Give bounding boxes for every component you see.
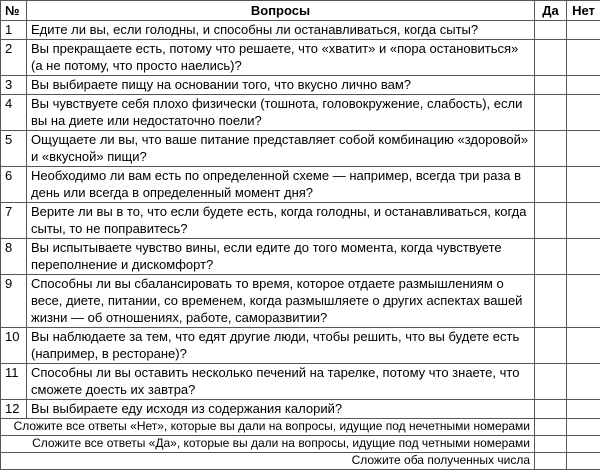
question-text: Вы прекращаете есть, потому что решаете, что «хватит» и «пора остановиться» (а не потому, что просто наелись)? bbox=[27, 40, 535, 76]
question-row bbox=[1, 167, 600, 203]
no-answer-cell[interactable] bbox=[567, 131, 600, 167]
question-row bbox=[1, 76, 600, 95]
summary-row bbox=[1, 436, 600, 453]
no-answer-cell[interactable] bbox=[567, 95, 600, 131]
summary-yes-cell[interactable] bbox=[535, 436, 567, 453]
question-number: 6 bbox=[1, 167, 27, 203]
question-text: Вы испытываете чувство вины, если едите до того момента, когда чувствуете переполнение и дискомфорт? bbox=[27, 239, 535, 275]
yes-answer-cell[interactable] bbox=[535, 131, 567, 167]
summary-no-cell[interactable] bbox=[567, 436, 600, 453]
question-number: 11 bbox=[1, 364, 27, 400]
summary-text: Сложите все ответы «Да», которые вы дали на вопросы, идущие под четными номерами bbox=[1, 436, 535, 453]
yes-answer-cell[interactable] bbox=[535, 364, 567, 400]
question-number: 8 bbox=[1, 239, 27, 275]
yes-answer-cell[interactable] bbox=[535, 275, 567, 328]
header-row bbox=[1, 1, 600, 21]
summary-text: Сложите все ответы «Нет», которые вы дали на вопросы, идущие под нечетными номерами bbox=[1, 419, 535, 436]
yes-answer-cell[interactable] bbox=[535, 21, 567, 40]
question-row bbox=[1, 364, 600, 400]
question-text: Вы выбираете пищу на основании того, что вкусно лично вам? bbox=[27, 76, 535, 95]
yes-answer-cell[interactable] bbox=[535, 95, 567, 131]
question-number: 7 bbox=[1, 203, 27, 239]
yes-answer-cell[interactable] bbox=[535, 203, 567, 239]
summary-no-cell[interactable] bbox=[567, 419, 600, 436]
yes-answer-cell[interactable] bbox=[535, 40, 567, 76]
header-number: № bbox=[1, 1, 27, 21]
question-row bbox=[1, 131, 600, 167]
question-number: 1 bbox=[1, 21, 27, 40]
yes-answer-cell[interactable] bbox=[535, 76, 567, 95]
question-number: 12 bbox=[1, 400, 27, 419]
question-number: 9 bbox=[1, 275, 27, 328]
question-row bbox=[1, 239, 600, 275]
header-no: Нет bbox=[567, 1, 600, 21]
summary-row bbox=[1, 453, 600, 470]
question-row bbox=[1, 328, 600, 364]
question-row bbox=[1, 275, 600, 328]
no-answer-cell[interactable] bbox=[567, 400, 600, 419]
question-row bbox=[1, 400, 600, 419]
summary-no-cell[interactable] bbox=[567, 453, 600, 470]
question-text: Ощущаете ли вы, что ваше питание представляет собой комбинацию «здоровой» и «вкусной» пищи? bbox=[27, 131, 535, 167]
no-answer-cell[interactable] bbox=[567, 40, 600, 76]
question-row bbox=[1, 21, 600, 40]
header-yes: Да bbox=[535, 1, 567, 21]
question-number: 4 bbox=[1, 95, 27, 131]
yes-answer-cell[interactable] bbox=[535, 167, 567, 203]
summary-yes-cell[interactable] bbox=[535, 419, 567, 436]
summary-yes-cell[interactable] bbox=[535, 453, 567, 470]
question-row bbox=[1, 95, 600, 131]
no-answer-cell[interactable] bbox=[567, 21, 600, 40]
question-row bbox=[1, 203, 600, 239]
summary-text: Сложите оба полученных числа bbox=[1, 453, 535, 470]
summary-row bbox=[1, 419, 600, 436]
no-answer-cell[interactable] bbox=[567, 364, 600, 400]
question-text: Едите ли вы, если голодны, и способны ли останавливаться, когда сыты? bbox=[27, 21, 535, 40]
yes-answer-cell[interactable] bbox=[535, 328, 567, 364]
no-answer-cell[interactable] bbox=[567, 328, 600, 364]
no-answer-cell[interactable] bbox=[567, 275, 600, 328]
no-answer-cell[interactable] bbox=[567, 167, 600, 203]
header-questions: Вопросы bbox=[27, 1, 535, 21]
question-text: Вы чувствуете себя плохо физически (тошнота, головокружение, слабость), если вы на диете или недостаточно поели? bbox=[27, 95, 535, 131]
question-text: Способны ли вы сбалансировать то время, которое отдаете размышлениям о весе, диете, питании, со временем, когда размышляете о других аспектах вашей жизни — об отношениях, работе, саморазвитии? bbox=[27, 275, 535, 328]
question-text: Вы выбираете еду исходя из содержания калорий? bbox=[27, 400, 535, 419]
no-answer-cell[interactable] bbox=[567, 76, 600, 95]
question-row bbox=[1, 40, 600, 76]
no-answer-cell[interactable] bbox=[567, 239, 600, 275]
question-text: Способны ли вы оставить несколько печений на тарелке, потому что знаете, что сможете доесть их завтра? bbox=[27, 364, 535, 400]
question-text: Верите ли вы в то, что если будете есть, когда голодны, и останавливаться, когда сыты, то не поправитесь? bbox=[27, 203, 535, 239]
question-number: 3 bbox=[1, 76, 27, 95]
yes-answer-cell[interactable] bbox=[535, 400, 567, 419]
question-number: 5 bbox=[1, 131, 27, 167]
question-number: 10 bbox=[1, 328, 27, 364]
question-number: 2 bbox=[1, 40, 27, 76]
question-text: Необходимо ли вам есть по определенной схеме — например, всегда три раза в день или всегда в определенный момент дня? bbox=[27, 167, 535, 203]
question-text: Вы наблюдаете за тем, что едят другие люди, чтобы решить, что вы будете есть (например, в ресторане)? bbox=[27, 328, 535, 364]
no-answer-cell[interactable] bbox=[567, 203, 600, 239]
yes-answer-cell[interactable] bbox=[535, 239, 567, 275]
